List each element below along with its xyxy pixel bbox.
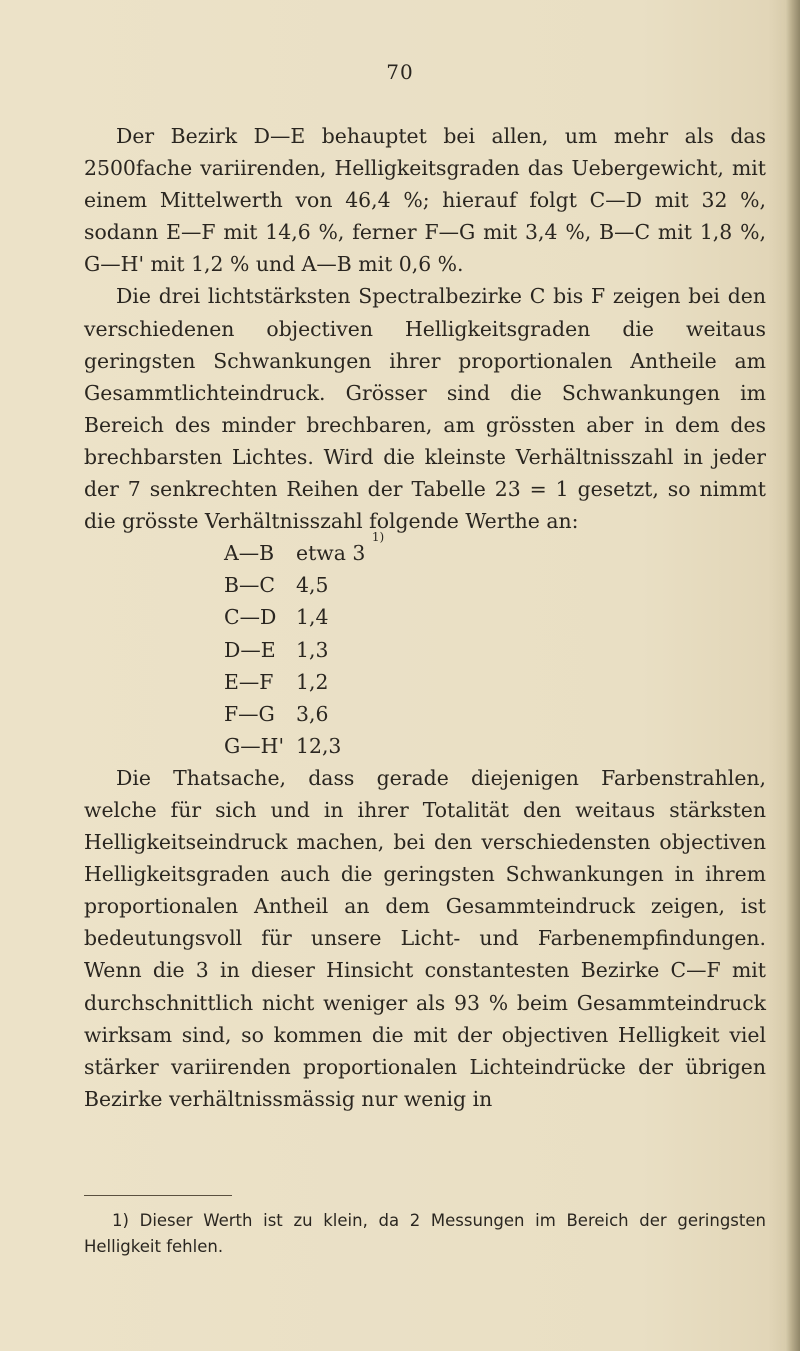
footnote-reference: 1): [371, 530, 385, 545]
ratio-label: A—B: [224, 541, 275, 566]
ratio-value: 1,4: [296, 605, 329, 630]
ratio-value: 3,6: [296, 701, 329, 726]
ratio-row: [224, 666, 766, 698]
ratio-row: [224, 730, 766, 762]
ratio-value: 1,3: [296, 637, 329, 662]
page-number: 70: [386, 60, 414, 84]
ratio-row: [224, 698, 766, 730]
ratio-row: [224, 634, 766, 666]
ratio-label: C—D: [224, 605, 277, 630]
paragraph-3: Die Thatsache, dass gerade diejenigen Farbenstrahlen, welche für sich und in ihrer Totalität den weitaus stärksten Helligkeitseindruck machen, bei den verschiedensten objectiven Helligkeitsgraden auch die geringsten Schwankungen in ihrem proportionalen Antheil an dem Gesammteindruck zeigen, ist bedeutungsvoll für unsere Licht- und Farbenempfindungen. Wenn die 3 in dieser Hinsicht constantesten Bezirke C—F mit durchschnittlich nicht weniger als 93 % beim Gesammteindruck wirksam sind, so kommen die mit der objectiven Helligkeit viel stärker variirenden proportionalen Lichteindrücke der übrigen Bezirke verhältnissmässig nur wenig in: [84, 765, 766, 1111]
ratio-label: E—F: [224, 669, 274, 694]
ratio-row: [224, 601, 766, 633]
ratio-value: 4,5: [296, 573, 329, 598]
footnote-rule: [84, 1195, 232, 1196]
ratio-row: [224, 530, 766, 569]
ratio-value: 1,2: [296, 669, 329, 694]
ratio-value: etwa 3: [296, 541, 366, 566]
footnote: [84, 1208, 766, 1260]
ratio-label: B—C: [224, 573, 275, 598]
page-edge: [786, 0, 800, 1351]
ratio-value: 12,3: [296, 733, 342, 758]
main-text: [84, 120, 766, 1115]
paragraph-2: Die drei lichtstärksten Spectralbezirke C bis F zeigen bei den verschiedenen objectiven Helligkeitsgraden die weitaus geringsten Schwankungen ihrer proportionalen Antheile am Gesammtlichteindruck. Grösser sind die Schwankungen im Bereich des minder brechbaren, am grössten aber in dem des brechbarsten Lichtes. Wird die kleinste Verhältnisszahl in jeder der 7 senkrechten Reihen der Tabelle 23 = 1 gesetzt, so nimmt die grösste Verhältnisszahl folgende Werthe an:: [84, 284, 766, 534]
ratio-label: F—G: [224, 701, 275, 726]
footnote-text: Dieser Werth ist zu klein, da 2 Messungen im Bereich der geringsten Helligkeit fehlen.: [84, 1211, 766, 1256]
ratio-label: D—E: [224, 637, 276, 662]
footnote-marker: 1): [112, 1211, 129, 1230]
ratio-list: [84, 530, 766, 762]
paragraph-1: Der Bezirk D—E behauptet bei allen, um mehr als das 2500fache variirenden, Helligkeitsgraden das Uebergewicht, mit einem Mittelwerth von 46,4 %; hierauf folgt C—D mit 32 %, sodann E—F mit 14,6 %, ferner F—G mit 3,4 %, B—C mit 1,8 %, G—H' mit 1,2 % und A—B mit 0,6 %.: [84, 124, 766, 277]
ratio-row: [224, 569, 766, 601]
ratio-label: G—H': [224, 733, 285, 758]
